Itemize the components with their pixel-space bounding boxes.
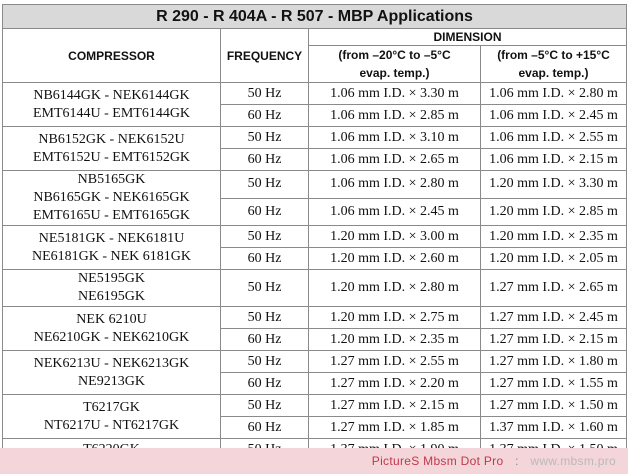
compressor-model: EMT6152U - EMT6152GK [32, 149, 191, 165]
frequency-cell: 60 Hz [221, 417, 309, 439]
dimension-high-cell: 1.27 mm I.D. × 2.45 m [481, 307, 627, 329]
frequency-cell: 50 Hz [221, 395, 309, 417]
compressor-model: NE6210GK - NEK6210GK [33, 329, 190, 345]
compressor-model: NE9213GK [78, 373, 145, 389]
watermark [372, 454, 616, 468]
header-range-high-line1: (from –5°C to +15°C [497, 48, 610, 62]
watermark-separator: : [515, 454, 519, 468]
compressor-models-cell [3, 270, 221, 307]
dimension-low-cell: 1.06 mm I.D. × 2.65 m [309, 149, 481, 171]
table-body [3, 83, 627, 461]
frequency-cell: 50 Hz [221, 226, 309, 248]
dimension-high-cell: 1.20 mm I.D. × 3.30 m [481, 171, 627, 199]
compressor-model: NE6195GK [78, 289, 145, 304]
header-row [3, 29, 627, 46]
frequency-cell: 50 Hz [221, 351, 309, 373]
header-frequency: FREQUENCY [221, 29, 309, 83]
compressor-model: NB6165GK - NEK6165GK [33, 190, 190, 205]
compressor-model: NB6152GK - NEK6152U [38, 131, 185, 147]
compressor-model: NE5181GK - NEK6181U [38, 230, 185, 246]
table-row [3, 171, 627, 199]
table-row [3, 226, 627, 248]
compressor-models-cell [3, 127, 221, 171]
dimension-high-cell: 1.27 mm I.D. × 1.55 m [481, 373, 627, 395]
watermark-site: www.mbsm.pro [530, 454, 616, 468]
frequency-cell: 50 Hz [221, 270, 309, 307]
title-row [3, 5, 627, 29]
dimension-high-cell: 1.27 mm I.D. × 1.50 m [481, 395, 627, 417]
header-range-low-line2: evap. temp.) [359, 66, 430, 80]
compressor-model: NE6181GK - NEK 6181GK [31, 248, 192, 264]
dimension-high-cell: 1.20 mm I.D. × 2.35 m [481, 226, 627, 248]
compressor-models-cell [3, 307, 221, 351]
frequency-cell: 50 Hz [221, 83, 309, 105]
header-range-low [309, 46, 481, 83]
dimension-low-cell: 1.20 mm I.D. × 2.60 m [309, 248, 481, 270]
table-row [3, 307, 627, 329]
compressor-model: NT6217U - NT6217GK [43, 417, 180, 433]
header-compressor: COMPRESSOR [3, 29, 221, 83]
table-title: R 290 - R 404A - R 507 - MBP Applications [3, 5, 627, 29]
compressor-models-cell [3, 351, 221, 395]
frequency-cell: 50 Hz [221, 307, 309, 329]
dimension-high-cell: 1.37 mm I.D. × 1.60 m [481, 417, 627, 439]
dimension-low-cell: 1.20 mm I.D. × 2.75 m [309, 307, 481, 329]
dimension-low-cell: 1.27 mm I.D. × 1.85 m [309, 417, 481, 439]
dimension-low-cell: 1.27 mm I.D. × 2.20 m [309, 373, 481, 395]
watermark-bar [0, 448, 628, 474]
dimension-low-cell: 1.06 mm I.D. × 2.85 m [309, 105, 481, 127]
compressor-model: NEK 6210U [76, 311, 147, 327]
dimension-high-cell: 1.06 mm I.D. × 2.55 m [481, 127, 627, 149]
dimension-high-cell: 1.27 mm I.D. × 2.15 m [481, 329, 627, 351]
table-row [3, 351, 627, 373]
compressor-models-cell [3, 83, 221, 127]
dimension-high-cell: 1.20 mm I.D. × 2.05 m [481, 248, 627, 270]
compressor-model: NEK6213U - NEK6213GK [33, 355, 190, 371]
compressor-model: T6217GK [83, 399, 140, 415]
table-row [3, 83, 627, 105]
dimension-high-cell: 1.06 mm I.D. × 2.80 m [481, 83, 627, 105]
frequency-cell: 60 Hz [221, 149, 309, 171]
compressor-model: NB6144GK - NEK6144GK [33, 87, 190, 103]
compressor-model: NE5195GK [78, 271, 145, 286]
dimension-high-cell: 1.27 mm I.D. × 1.80 m [481, 351, 627, 373]
dimension-low-cell: 1.20 mm I.D. × 2.80 m [309, 270, 481, 307]
header-range-high-line2: evap. temp.) [518, 66, 589, 80]
frequency-cell: 60 Hz [221, 248, 309, 270]
table-row [3, 127, 627, 149]
dimension-low-cell: 1.20 mm I.D. × 3.00 m [309, 226, 481, 248]
frequency-cell: 50 Hz [221, 171, 309, 199]
dimension-low-cell: 1.06 mm I.D. × 2.45 m [309, 198, 481, 226]
compressor-models-cell [3, 226, 221, 270]
watermark-label: PictureS Mbsm Dot Pro [371, 454, 504, 468]
header-range-high [481, 46, 627, 83]
header-dimension: DIMENSION [309, 29, 627, 46]
compressor-model: EMT6144U - EMT6144GK [32, 105, 191, 121]
compressor-models-cell [3, 395, 221, 439]
dimension-low-cell: 1.06 mm I.D. × 3.30 m [309, 83, 481, 105]
compressor-models-cell [3, 171, 221, 226]
specification-table [2, 4, 627, 461]
dimension-low-cell: 1.06 mm I.D. × 2.80 m [309, 171, 481, 199]
dimension-low-cell: 1.27 mm I.D. × 2.55 m [309, 351, 481, 373]
table-row [3, 270, 627, 307]
dimension-high-cell: 1.06 mm I.D. × 2.45 m [481, 105, 627, 127]
frequency-cell: 60 Hz [221, 373, 309, 395]
dimension-high-cell: 1.27 mm I.D. × 2.65 m [481, 270, 627, 307]
frequency-cell: 60 Hz [221, 329, 309, 351]
header-range-low-line1: (from –20°C to –5°C [338, 48, 451, 62]
dimension-high-cell: 1.06 mm I.D. × 2.15 m [481, 149, 627, 171]
compressor-model: NB5165GK [77, 172, 146, 187]
dimension-low-cell: 1.27 mm I.D. × 2.15 m [309, 395, 481, 417]
dimension-high-cell: 1.20 mm I.D. × 2.85 m [481, 198, 627, 226]
compressor-model: EMT6165U - EMT6165GK [32, 208, 191, 223]
frequency-cell: 50 Hz [221, 127, 309, 149]
frequency-cell: 60 Hz [221, 198, 309, 226]
dimension-low-cell: 1.20 mm I.D. × 2.35 m [309, 329, 481, 351]
table-row [3, 395, 627, 417]
frequency-cell: 60 Hz [221, 105, 309, 127]
dimension-low-cell: 1.06 mm I.D. × 3.10 m [309, 127, 481, 149]
